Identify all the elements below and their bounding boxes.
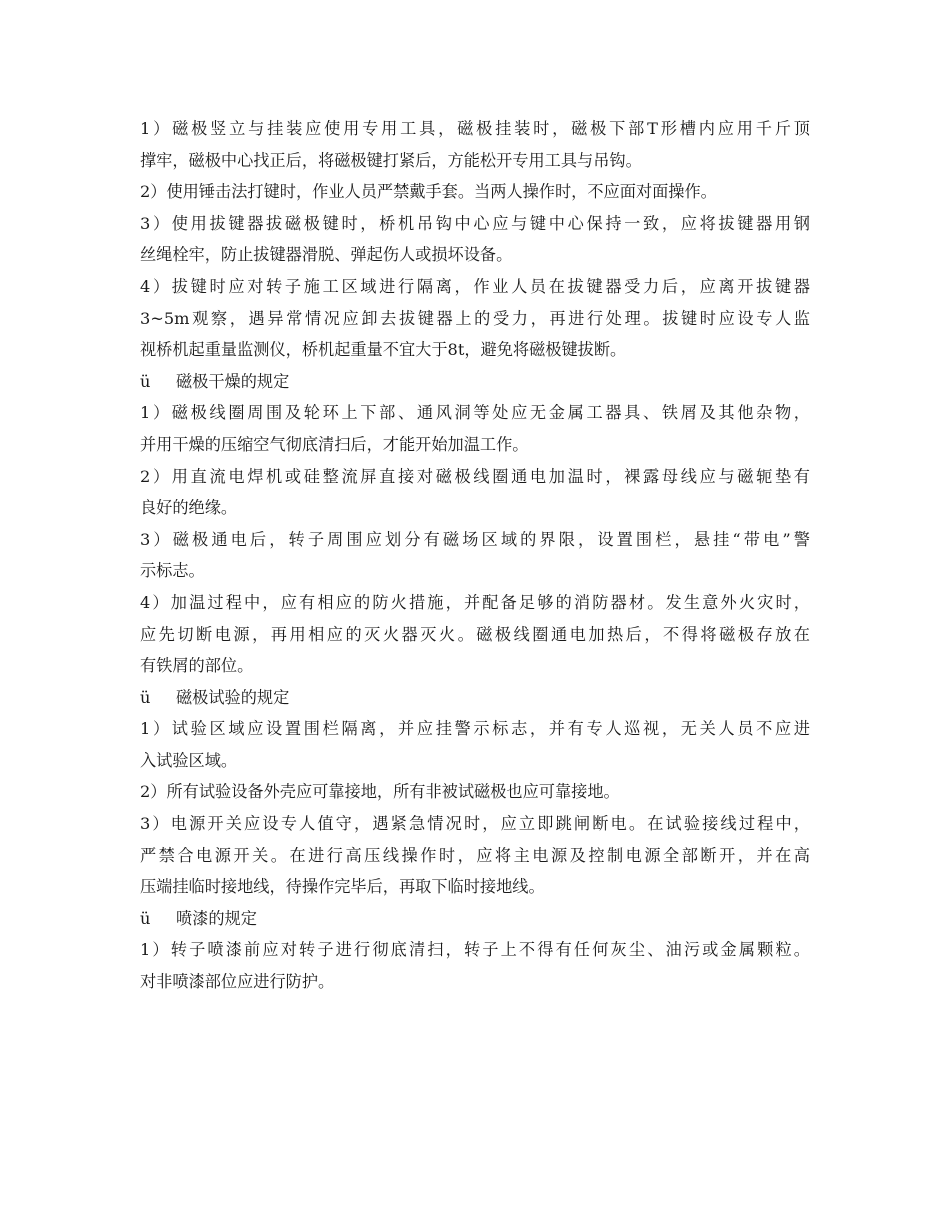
section-heading-text: 喷漆的规定 — [176, 908, 257, 928]
paragraph-line: 1）磁极线圈周围及轮环上下部、通风洞等处应无金属工器具、铁屑及其他杂物， — [140, 403, 810, 423]
paragraph-line: 3）磁极通电后，转子周围应划分有磁场区域的界限，设置围栏，悬挂“带电”警 — [140, 529, 810, 549]
paragraph-line: 4）拔键时应对转子施工区域进行隔离，作业人员在拔键器受力后，应离开拔键器 — [140, 276, 810, 296]
paragraph-line: 丝绳栓牢，防止拔键器滑脱、弹起伤人或损坏设备。 — [140, 245, 513, 265]
paragraph-line: 压端挂临时接地线，待操作完毕后，再取下临时接地线。 — [140, 877, 545, 897]
paragraph-line: 对非喷漆部位应进行防护。 — [140, 972, 335, 992]
paragraph-line: 严禁合电源开关。在进行高压线操作时，应将主电源及控制电源全部断开，并在高 — [140, 845, 810, 865]
paragraph-line: 入试验区域。 — [140, 750, 238, 770]
paragraph-line: 撑牢，磁极中心找正后，将磁极键打紧后，方能松开专用工具与吊钩。 — [140, 150, 642, 170]
paragraph-line: 4）加温过程中，应有相应的防火措施，并配备足够的消防器材。发生意外火灾时， — [140, 592, 810, 612]
checkmark-bullet-icon: ü — [140, 687, 151, 707]
paragraph-line: 示标志。 — [140, 561, 205, 581]
paragraph-line: 视桥机起重量监测仪，桥机起重量不宜大于8t，避免将磁极键拔断。 — [140, 340, 627, 360]
section-heading-text: 磁极试验的规定 — [176, 687, 290, 707]
section-heading — [140, 366, 830, 398]
paragraph-line: 2）所有试验设备外壳应可靠接地，所有非被试磁极也应可靠接地。 — [140, 782, 620, 802]
paragraph-line: 有铁屑的部位。 — [140, 656, 254, 676]
section-heading-text: 磁极干燥的规定 — [176, 371, 290, 391]
paragraph-line: 3）使用拔键器拔磁极键时，桥机吊钩中心应与键中心保持一致，应将拔键器用钢 — [140, 213, 810, 233]
paragraph-line: 并用干燥的压缩空气彻底清扫后，才能开始加温工作。 — [140, 434, 529, 454]
paragraph-line: 1）试验区域应设置围栏隔离，并应挂警示标志，并有专人巡视，无关人员不应进 — [140, 719, 810, 739]
paragraph-line: 良好的绝缘。 — [140, 498, 238, 518]
section-heading — [140, 903, 830, 935]
paragraph-line: 3~5m观察，遇异常情况应卸去拔键器上的受力，再进行处理。拔键时应设专人监 — [140, 308, 810, 328]
checkmark-bullet-icon: ü — [140, 371, 151, 391]
paragraph-line: 1）磁极竖立与挂装应使用专用工具，磁极挂装时，磁极下部T形槽内应用千斤顶 — [140, 119, 810, 138]
document-body — [140, 113, 830, 998]
paragraph-line: 3）电源开关应设专人值守，遇紧急情况时，应立即跳闸断电。在试验接线过程中， — [140, 814, 810, 834]
section-heading — [140, 682, 830, 714]
checkmark-bullet-icon: ü — [140, 908, 151, 928]
paragraph-line: 应先切断电源，再用相应的灭火器灭火。磁极线圈通电加热后，不得将磁极存放在 — [140, 624, 810, 644]
paragraph-line: 2）使用锤击法打键时，作业人员严禁戴手套。当两人操作时，不应面对面操作。 — [140, 182, 717, 202]
paragraph-line: 1）转子喷漆前应对转子进行彻底清扫，转子上不得有任何灰尘、油污或金属颗粒。 — [140, 940, 810, 960]
paragraph-line: 2）用直流电焊机或硅整流屏直接对磁极线圈通电加温时，裸露母线应与磁轭垫有 — [140, 466, 810, 486]
